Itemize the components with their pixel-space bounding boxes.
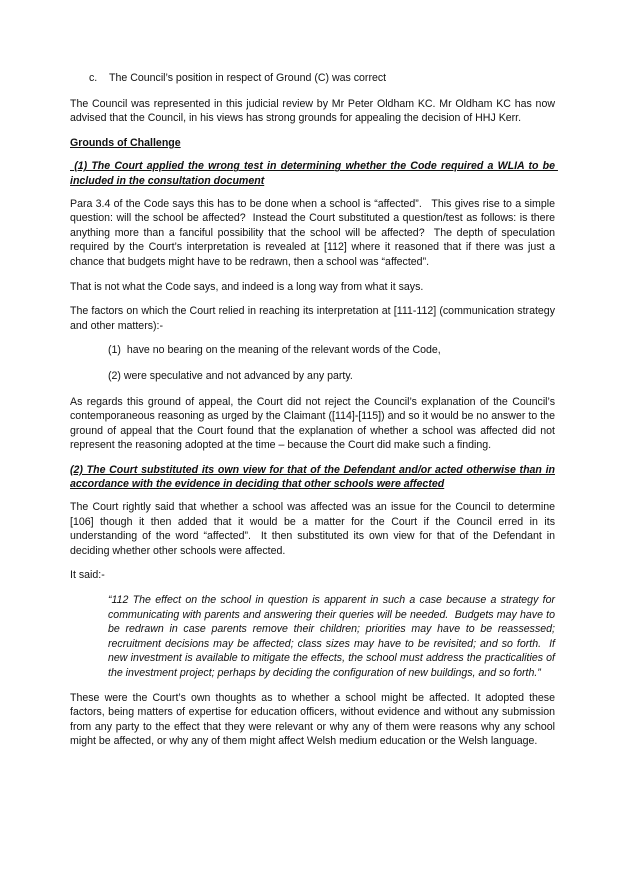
list-item-text: The Council’s position in respect of Ground (C) was correct	[109, 72, 387, 84]
document-page	[70, 71, 558, 759]
paragraph-representation: The Council was represented in this judicial review by Mr Peter Oldham KC. Mr Oldham KC has now advised that the Council, in his views has strong grounds for appealing the decision of HHJ Kerr.	[70, 97, 555, 125]
quote-paragraph-112: “112 The effect on the school in question is apparent in such a case because a strategy for communicating with parents and answering their queries will be needed. Budgets may have to be redrawn in case parents remove their children; priorities may have to be reassessed; recruitment decisions may be affected; class sizes may have to be revisited; and so forth. If new investment is available to mitigate the effects, the school must address the practicalities of the investment project; perhaps by deciding the configuration of new buildings, and so forth.”	[108, 594, 558, 679]
paragraph-not-code: That is not what the Code says, and indeed is a long way from what it says.	[70, 280, 424, 293]
paragraph-it-said: It said:-	[70, 569, 105, 582]
paragraph-ground-appeal: As regards this ground of appeal, the Court did not reject the Council’s explanation of the Council’s contemporaneous reasoning as urged by the Claimant ([114]-[115]) and so it would be no answer to the ground of appeal that the Court found that the explanation of whether a school was affected did not represent the reasoning adopted at the time – because the Court did make such a finding.	[70, 395, 555, 452]
factors-list-item-2: (2) were speculative and not advanced by any party.	[108, 369, 353, 382]
factors-list-item-1: (1) have no bearing on the meaning of the relevant words of the Code,	[108, 344, 441, 357]
heading-grounds-of-challenge: Grounds of Challenge	[70, 136, 181, 149]
list-item-c	[70, 71, 555, 86]
paragraph-rightly: The Court rightly said that whether a school was affected was an issue for the Council to determine [106] though it then added that it would be a matter for the Court if the Council erred in its understanding of the word “affected”. It then substituted its own view for that of the Defendant in deciding whether other schools were affected.	[70, 501, 558, 557]
paragraph-para-3-4: Para 3.4 of the Code says this has to be done when a school is “affected”. This gives rise to a simple question: will the school be affected? Instead the Court substituted a question/test as follows: is there anything more than a fanciful possibility that the school will be affected? The depth of speculation required by the Court’s interpretation is revealed at [112] where it reasoned that if there was just a chance that budgets might have to be redrawn, then a school was “affected”.	[70, 197, 558, 268]
paragraph-thoughts: These were the Court’s own thoughts as to whether a school might be affected. It adopted these factors, being matters of expertise for education officers, without evidence and without any submission from any party to the effect that they were relevant or why any of them were reasons why any school might be affected, or why any of them might affect Welsh medium education or the Welsh language.	[70, 691, 555, 748]
list-marker: c.	[89, 72, 98, 84]
paragraph-factors: The factors on which the Court relied in reaching its interpretation at [111-112] (communication strategy and other matters):-	[70, 305, 555, 332]
ground-1-title: (1) The Court applied the wrong test in determining whether the Code required a WLIA to be included in the consultation document	[70, 160, 558, 187]
ground-2-title: (2) The Court substituted its own view for that of the Defendant and/or acted otherwise than in accordance with the evidence in deciding that other schools were affected	[70, 463, 555, 491]
